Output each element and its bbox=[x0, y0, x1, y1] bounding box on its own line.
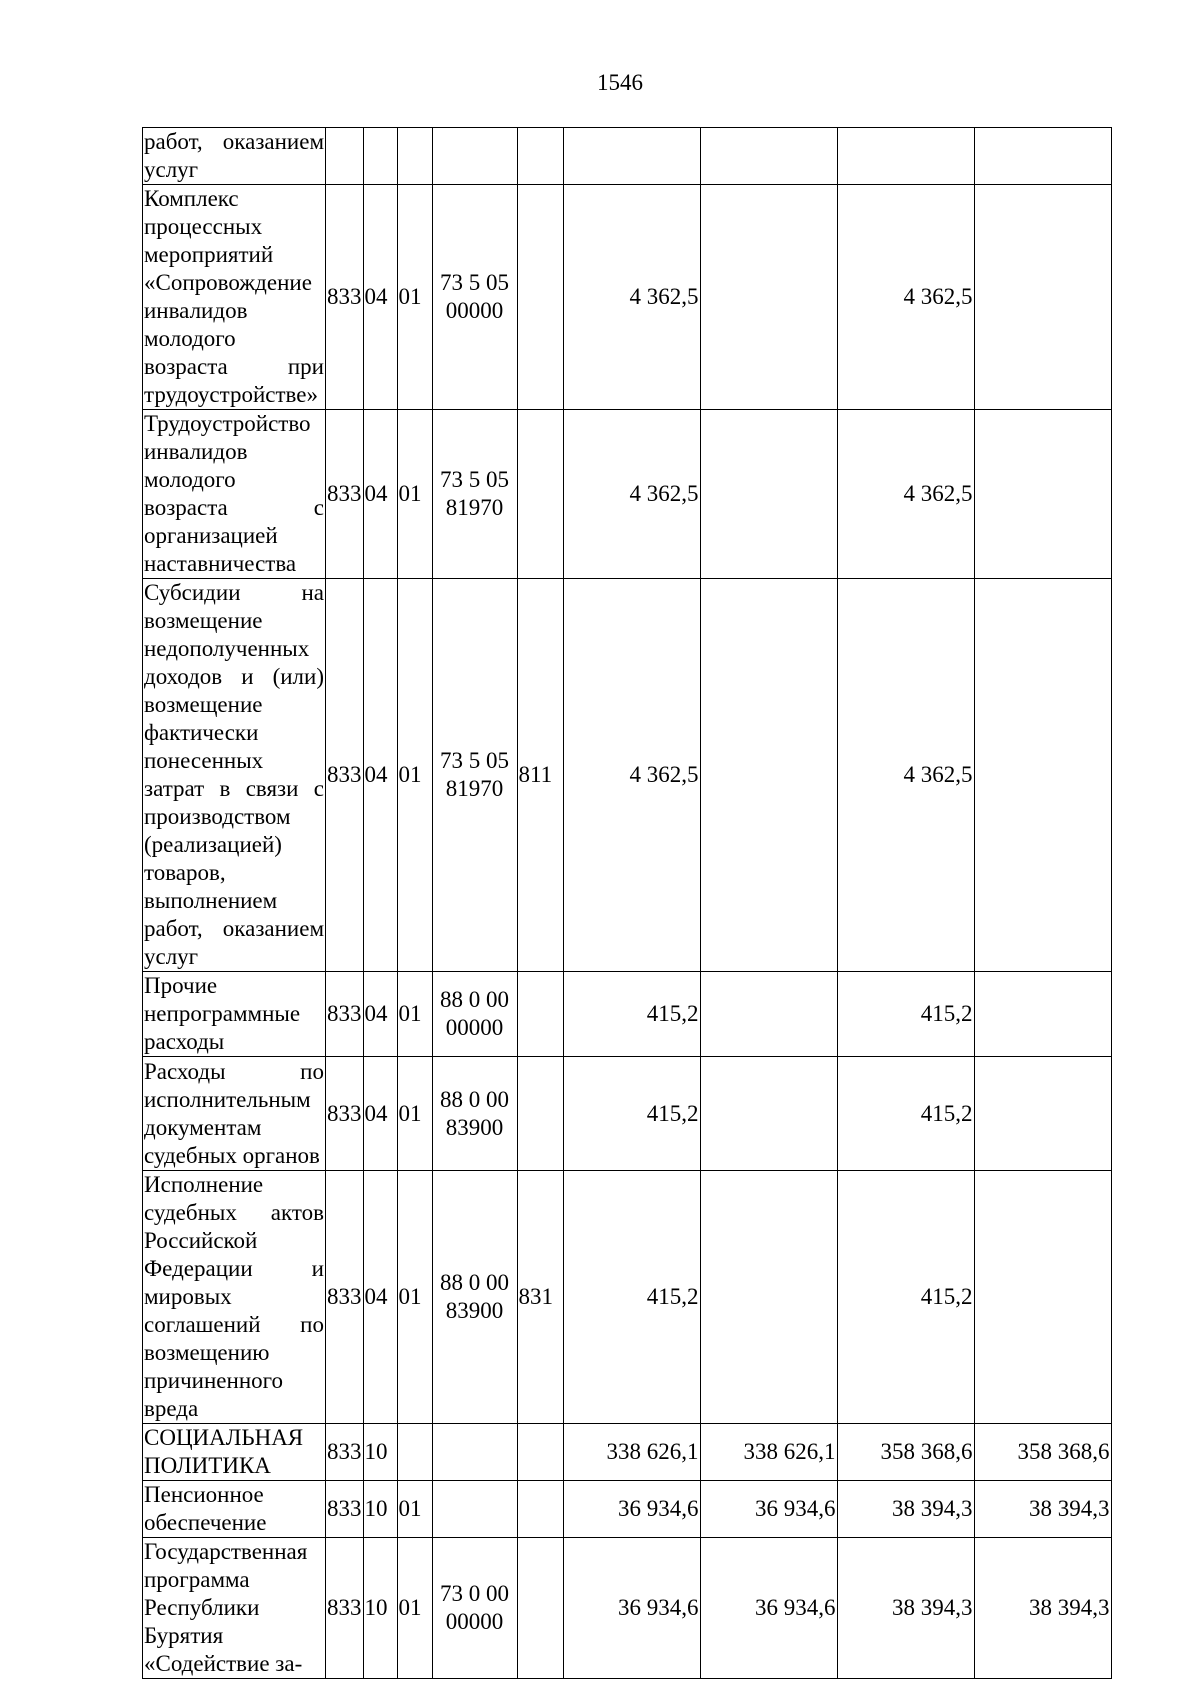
cell-amount-1: 4 362,5 bbox=[563, 410, 700, 579]
cell-section-code: 04 bbox=[363, 972, 397, 1057]
cell-grbs-code: 833 bbox=[326, 1424, 364, 1481]
cell-amount-4: 38 394,3 bbox=[974, 1481, 1111, 1538]
cell-amount-4 bbox=[974, 1171, 1111, 1424]
cell-subsection-code: 01 bbox=[397, 410, 432, 579]
cell-section-code: 04 bbox=[363, 410, 397, 579]
cell-amount-4 bbox=[974, 579, 1111, 972]
table-row bbox=[143, 1538, 1112, 1679]
cell-amount-3: 415,2 bbox=[837, 972, 974, 1057]
budget-table bbox=[142, 127, 1112, 1679]
cell-grbs-code: 833 bbox=[326, 410, 364, 579]
table-row bbox=[143, 972, 1112, 1057]
cell-expense-type bbox=[517, 1538, 563, 1679]
cell-amount-2 bbox=[700, 1171, 837, 1424]
cell-amount-1: 338 626,1 bbox=[563, 1424, 700, 1481]
cell-amount-1: 4 362,5 bbox=[563, 185, 700, 410]
cell-amount-2: 36 934,6 bbox=[700, 1538, 837, 1679]
cell-expense-type bbox=[517, 1481, 563, 1538]
cell-grbs-code: 833 bbox=[326, 1057, 364, 1171]
cell-amount-3: 4 362,5 bbox=[837, 579, 974, 972]
cell-section-code: 04 bbox=[363, 185, 397, 410]
cell-amount-3: 415,2 bbox=[837, 1057, 974, 1171]
cell-section-code: 04 bbox=[363, 1171, 397, 1424]
cell-amount-2 bbox=[700, 579, 837, 972]
cell-amount-2 bbox=[700, 972, 837, 1057]
cell-subsection-code: 01 bbox=[397, 972, 432, 1057]
cell-section-code: 04 bbox=[363, 579, 397, 972]
cell-amount-3: 358 368,6 bbox=[837, 1424, 974, 1481]
cell-amount-4 bbox=[974, 128, 1111, 185]
table-row bbox=[143, 410, 1112, 579]
cell-amount-1: 415,2 bbox=[563, 972, 700, 1057]
cell-expense-type bbox=[517, 185, 563, 410]
page-number: 1546 bbox=[597, 70, 643, 95]
cell-amount-4 bbox=[974, 185, 1111, 410]
cell-amount-1: 415,2 bbox=[563, 1057, 700, 1171]
cell-section-code: 10 bbox=[363, 1538, 397, 1679]
cell-name: Исполнение судебных актов Российской Федерации и мировых соглашений по возмещению причиненного вреда bbox=[143, 1171, 326, 1424]
cell-name: Пенсионное обеспечение bbox=[143, 1481, 326, 1538]
cell-target-article bbox=[432, 1424, 517, 1481]
table-row bbox=[143, 185, 1112, 410]
cell-target-article: 88 0 00 83900 bbox=[432, 1171, 517, 1424]
cell-amount-1: 36 934,6 bbox=[563, 1538, 700, 1679]
cell-subsection-code: 01 bbox=[397, 1171, 432, 1424]
table-row bbox=[143, 1057, 1112, 1171]
cell-target-article: 73 0 00 00000 bbox=[432, 1538, 517, 1679]
cell-amount-4 bbox=[974, 1057, 1111, 1171]
cell-subsection-code: 01 bbox=[397, 1538, 432, 1679]
cell-subsection-code bbox=[397, 1424, 432, 1481]
cell-grbs-code bbox=[326, 128, 364, 185]
cell-amount-1: 415,2 bbox=[563, 1171, 700, 1424]
cell-grbs-code: 833 bbox=[326, 1538, 364, 1679]
cell-subsection-code: 01 bbox=[397, 1481, 432, 1538]
cell-target-article bbox=[432, 128, 517, 185]
cell-name: Расходы по исполнительным документам судебных органов bbox=[143, 1057, 326, 1171]
cell-amount-3: 38 394,3 bbox=[837, 1481, 974, 1538]
cell-amount-1 bbox=[563, 128, 700, 185]
table-row bbox=[143, 1481, 1112, 1538]
cell-name: Трудоустройство инвалидов молодого возраста с организацией наставничества bbox=[143, 410, 326, 579]
cell-amount-2 bbox=[700, 185, 837, 410]
cell-expense-type bbox=[517, 972, 563, 1057]
cell-target-article: 73 5 05 00000 bbox=[432, 185, 517, 410]
cell-name: Государственная программа Республики Бурятия «Содействие за- bbox=[143, 1538, 326, 1679]
cell-amount-4: 38 394,3 bbox=[974, 1538, 1111, 1679]
cell-amount-3: 4 362,5 bbox=[837, 410, 974, 579]
cell-amount-2: 338 626,1 bbox=[700, 1424, 837, 1481]
cell-subsection-code bbox=[397, 128, 432, 185]
table-row bbox=[143, 128, 1112, 185]
cell-amount-4 bbox=[974, 972, 1111, 1057]
cell-amount-1: 4 362,5 bbox=[563, 579, 700, 972]
cell-amount-1: 36 934,6 bbox=[563, 1481, 700, 1538]
cell-amount-3: 38 394,3 bbox=[837, 1538, 974, 1679]
cell-amount-2: 36 934,6 bbox=[700, 1481, 837, 1538]
cell-name: Субсидии на возмещение недополученных доходов и (или) возмещение фактически понесенных затрат в связи с производством (реализацией) товаров, выполнением работ, оказанием услуг bbox=[143, 579, 326, 972]
cell-amount-3 bbox=[837, 128, 974, 185]
cell-name: Прочие непрограммные расходы bbox=[143, 972, 326, 1057]
cell-subsection-code: 01 bbox=[397, 1057, 432, 1171]
cell-name: Комплекс процессных мероприятий «Сопровождение инвалидов молодого возраста при трудоустройстве» bbox=[143, 185, 326, 410]
cell-subsection-code: 01 bbox=[397, 185, 432, 410]
cell-amount-4 bbox=[974, 410, 1111, 579]
cell-section-code bbox=[363, 128, 397, 185]
cell-grbs-code: 833 bbox=[326, 972, 364, 1057]
cell-expense-type bbox=[517, 128, 563, 185]
cell-grbs-code: 833 bbox=[326, 579, 364, 972]
cell-grbs-code: 833 bbox=[326, 1171, 364, 1424]
cell-target-article: 88 0 00 00000 bbox=[432, 972, 517, 1057]
cell-target-article: 73 5 05 81970 bbox=[432, 410, 517, 579]
cell-expense-type: 831 bbox=[517, 1171, 563, 1424]
cell-section-code: 10 bbox=[363, 1424, 397, 1481]
cell-amount-2 bbox=[700, 1057, 837, 1171]
cell-amount-3: 415,2 bbox=[837, 1171, 974, 1424]
cell-expense-type bbox=[517, 1424, 563, 1481]
cell-section-code: 04 bbox=[363, 1057, 397, 1171]
cell-amount-3: 4 362,5 bbox=[837, 185, 974, 410]
cell-subsection-code: 01 bbox=[397, 579, 432, 972]
cell-section-code: 10 bbox=[363, 1481, 397, 1538]
table-row bbox=[143, 579, 1112, 972]
cell-amount-2 bbox=[700, 410, 837, 579]
cell-grbs-code: 833 bbox=[326, 1481, 364, 1538]
cell-amount-2 bbox=[700, 128, 837, 185]
cell-expense-type: 811 bbox=[517, 579, 563, 972]
cell-expense-type bbox=[517, 410, 563, 579]
cell-target-article bbox=[432, 1481, 517, 1538]
cell-expense-type bbox=[517, 1057, 563, 1171]
table-row bbox=[143, 1171, 1112, 1424]
table-row bbox=[143, 1424, 1112, 1481]
cell-name: СОЦИАЛЬНАЯ ПОЛИТИКА bbox=[143, 1424, 326, 1481]
cell-amount-4: 358 368,6 bbox=[974, 1424, 1111, 1481]
cell-name: работ, оказанием услуг bbox=[143, 128, 326, 185]
cell-target-article: 73 5 05 81970 bbox=[432, 579, 517, 972]
cell-target-article: 88 0 00 83900 bbox=[432, 1057, 517, 1171]
cell-grbs-code: 833 bbox=[326, 185, 364, 410]
